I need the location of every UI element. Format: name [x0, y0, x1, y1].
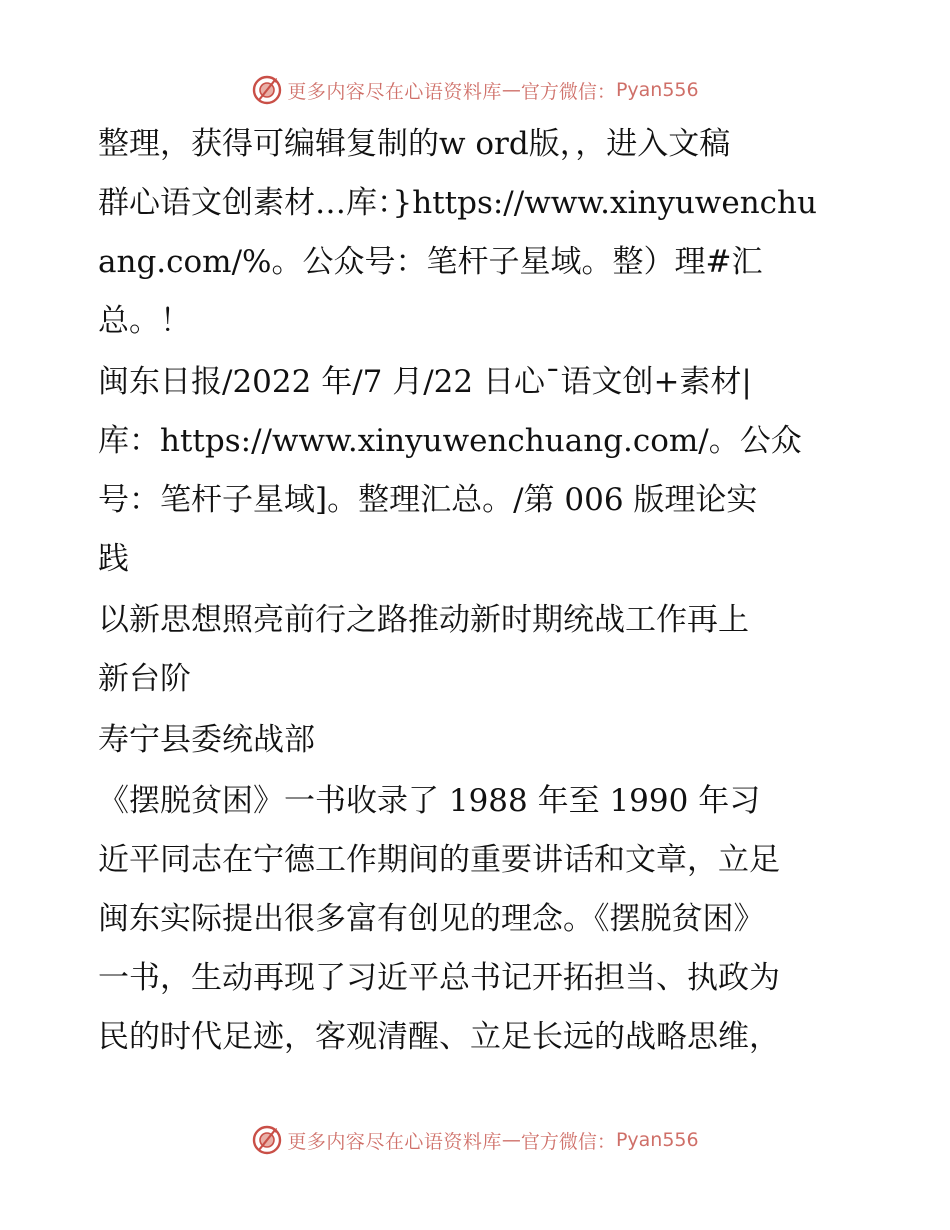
text-line: 近平同志在宁德工作期间的重要讲话和文章，立足 — [98, 842, 780, 878]
text-line: 寿宁县委统战部 — [98, 722, 315, 758]
article-author — [98, 711, 858, 770]
logo-icon — [251, 1124, 283, 1156]
body-paragraph — [98, 772, 858, 1067]
document-body — [98, 115, 858, 1069]
watermark-main-text: 更多内容尽在心语资料库 — [287, 1130, 502, 1153]
watermark-sub-text: 官方微信： — [520, 1130, 616, 1153]
text-line: 以新思想照亮前行之路推动新时期统战工作再上 — [98, 602, 749, 638]
logo-icon — [251, 74, 283, 106]
text-line: 一书，生动再现了习近平总书记开拓担当、执政为 — [98, 960, 780, 996]
watermark-wechat-id: Pyan556 — [615, 79, 699, 101]
text-line: 践 — [98, 541, 129, 577]
intro-paragraph — [98, 115, 858, 351]
watermark-dash: — — [501, 1129, 521, 1151]
text-line: 新台阶 — [98, 661, 191, 697]
text-line: ang.com/%。公众号：笔杆子星域。整）理#汇 — [98, 244, 763, 280]
text-line: 《摆脱贫困》一书收录了 1988 年至 1990 年习 — [98, 783, 761, 819]
watermark-main-text: 更多内容尽在心语资料库 — [287, 80, 502, 103]
watermark-wechat-id: Pyan556 — [615, 1129, 699, 1151]
header-watermark — [0, 70, 950, 110]
source-paragraph — [98, 353, 858, 589]
text-line: 闽东实际提出很多富有创见的理念。《摆脱贫困》 — [98, 901, 765, 937]
text-line: 民的时代足迹，客观清醒、立足长远的战略思维， — [98, 1019, 780, 1055]
text-line: 闽东日报/2022 年/7 月/22 日心¯语文创+素材| — [98, 364, 752, 400]
text-line: 群心语文创素材…库：}https://www.xinyuwenchu — [98, 185, 817, 221]
text-line: 号：笔杆子星域]。整理汇总。/第 006 版理论实 — [98, 482, 758, 518]
text-line: 整理，获得可编辑复制的w ord版，，进入文稿 — [98, 126, 731, 162]
text-line: 库：https://www.xinyuwenchuang.com/。公众 — [98, 423, 802, 459]
article-title — [98, 591, 858, 709]
watermark-sub-text: 官方微信： — [520, 80, 616, 103]
footer-watermark — [0, 1120, 950, 1160]
text-line: 总。！ — [98, 303, 191, 339]
watermark-dash: — — [501, 79, 521, 101]
